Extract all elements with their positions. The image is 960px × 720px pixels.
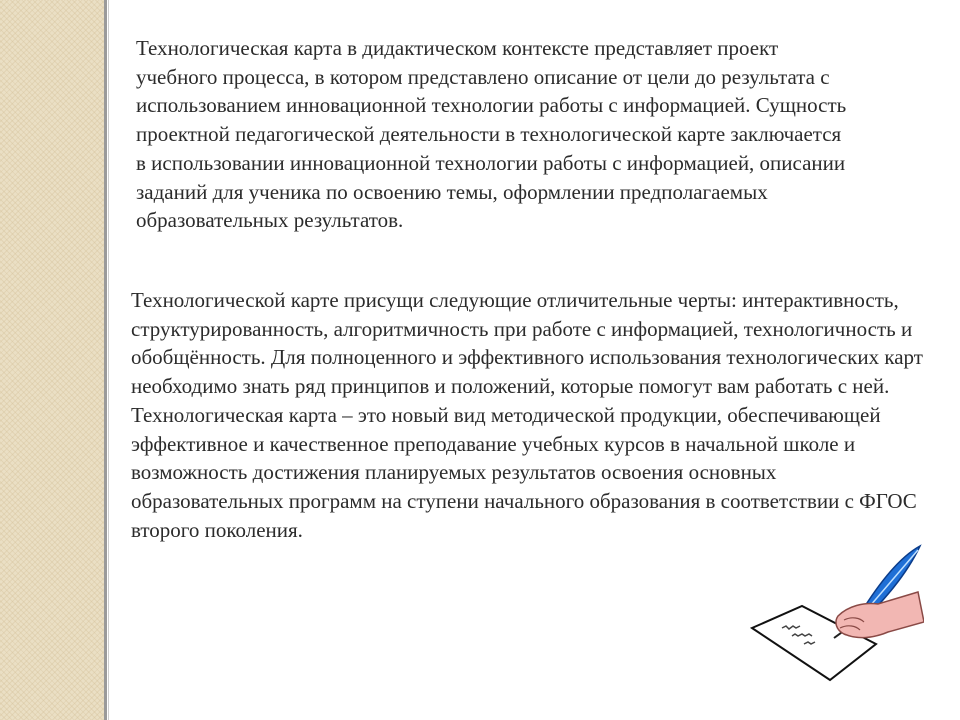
paragraph-features: Технологической карте присущи следующие отличительные черты: интерактивность, структурированность, алгоритмичность при работе с информацией, технологичность и обобщённость. Для полноценного и эффективного использования технологических карт необходимо знать ряд принципов и положений, которые помогут вам работать с ней. Технологическая карта – это новый вид методической продукции, обеспечивающей эффективное и качественное преподавание учебных курсов в начальной школе и возможность достижения планируемых результатов освоения основных образовательных программ на ступени начального образования в соответствии с ФГОС второго поколения.	[131, 288, 923, 542]
hand-writing-with-quill-icon	[748, 544, 924, 686]
decorative-side-band	[0, 0, 104, 720]
side-divider-line	[104, 0, 107, 720]
side-divider-line-thin	[108, 0, 109, 720]
paragraph-definition: Технологическая карта в дидактическом контексте представляет проект учебного процесса, в котором представлено описание от цели до результата с использованием инновационной технологии работы с информацией. Сущность проектной педагогической деятельности в технологической карте заключается в использовании инновационной технологии работы с информацией, описании заданий для ученика по освоению темы, оформлении предполагаемых образовательных результатов.	[136, 36, 847, 233]
